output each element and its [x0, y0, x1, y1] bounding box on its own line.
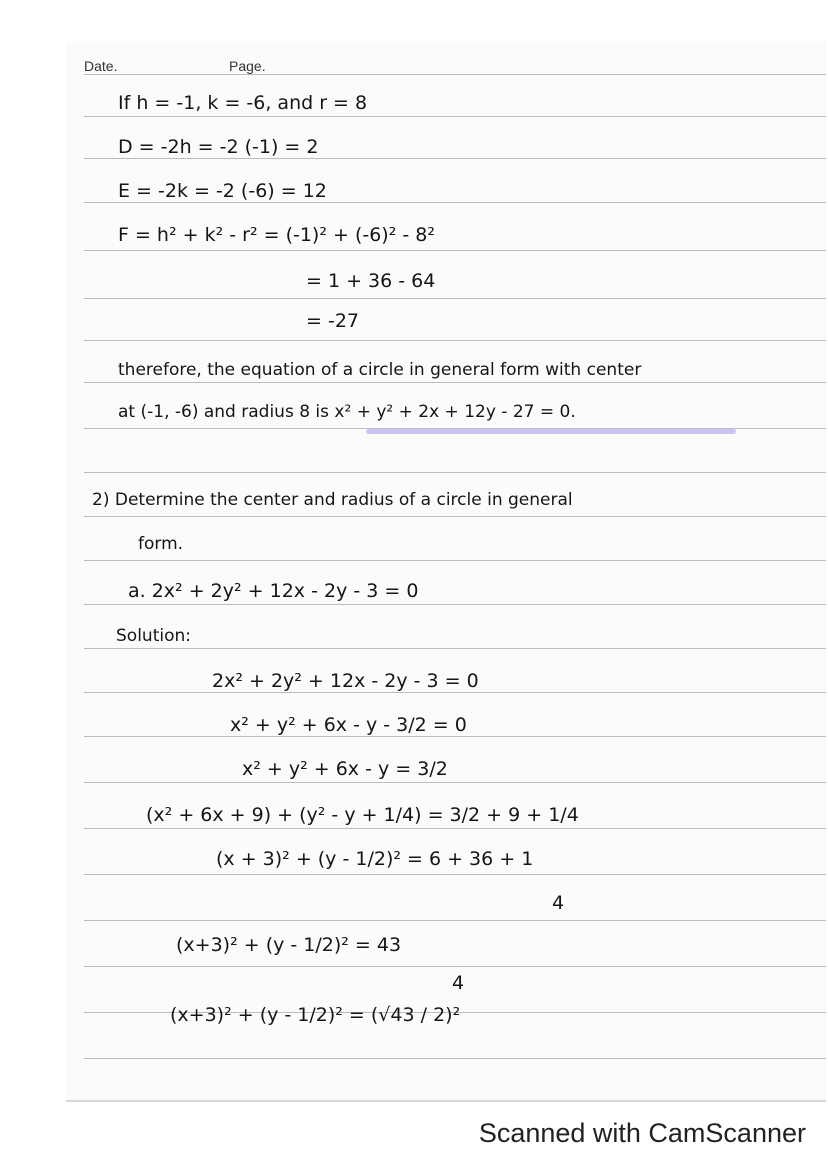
rule-line [84, 560, 826, 561]
rule-line [84, 116, 826, 117]
solution-step-5-denominator: 4 [552, 892, 565, 914]
notebook-page [66, 42, 826, 1100]
rule-line [84, 158, 826, 159]
solution-label: Solution: [116, 626, 191, 646]
solution-step-3: x² + y² + 6x - y = 3/2 [242, 758, 448, 780]
date-label: Date. [84, 58, 118, 74]
rule-line [84, 692, 826, 693]
rule-line [84, 874, 826, 875]
rule-line [84, 920, 826, 921]
highlight-mark [366, 429, 736, 434]
rule-line [84, 604, 826, 605]
e-computation: E = -2k = -2 (-6) = 12 [118, 180, 327, 202]
solution-step-1: 2x² + 2y² + 12x - 2y - 3 = 0 [212, 670, 479, 692]
rule-line [84, 250, 826, 251]
solution-step-4: (x² + 6x + 9) + (y² - y + 1/4) = 3/2 + 9 + 1/4 [146, 804, 579, 826]
rule-line [84, 340, 826, 341]
rule-line [84, 298, 826, 299]
conclusion-line-2: at (-1, -6) and radius 8 is x² + y² + 2x + 12y - 27 = 0. [118, 402, 576, 422]
rule-line [84, 516, 826, 517]
rule-line [84, 736, 826, 737]
f-computation: F = h² + k² - r² = (-1)² + (-6)² - 8² [118, 224, 435, 246]
question-title-line-1: 2) Determine the center and radius of a circle in general [92, 490, 573, 510]
rule-line [84, 202, 826, 203]
solution-step-5: (x + 3)² + (y - 1/2)² = 6 + 36 + 1 [216, 848, 534, 870]
d-computation: D = -2h = -2 (-1) = 2 [118, 136, 319, 158]
solution-step-7: (x+3)² + (y - 1/2)² = (√43 / 2)² [170, 1004, 461, 1026]
question-title-line-2: form. [138, 534, 184, 554]
camscanner-watermark: Scanned with CamScanner [478, 1118, 806, 1148]
f-result: = -27 [306, 310, 359, 332]
solution-step-2: x² + y² + 6x - y - 3/2 = 0 [230, 714, 467, 736]
solution-step-6-denominator: 4 [452, 972, 465, 994]
rule-line [84, 1058, 826, 1059]
rule-line [84, 472, 826, 473]
page-label: Page. [229, 58, 266, 74]
conclusion-line-1: therefore, the equation of a circle in general form with center [118, 360, 642, 380]
f-arithmetic: = 1 + 36 - 64 [306, 270, 436, 292]
given-values-line: If h = -1, k = -6, and r = 8 [118, 92, 368, 114]
solution-step-6: (x+3)² + (y - 1/2)² = 43 [176, 934, 402, 956]
rule-line [84, 648, 826, 649]
rule-line [84, 966, 826, 967]
rule-line [84, 382, 826, 383]
rule-line [84, 782, 826, 783]
rule-line [84, 74, 826, 75]
given-equation: a. 2x² + 2y² + 12x - 2y - 3 = 0 [128, 580, 419, 602]
rule-line [84, 828, 826, 829]
